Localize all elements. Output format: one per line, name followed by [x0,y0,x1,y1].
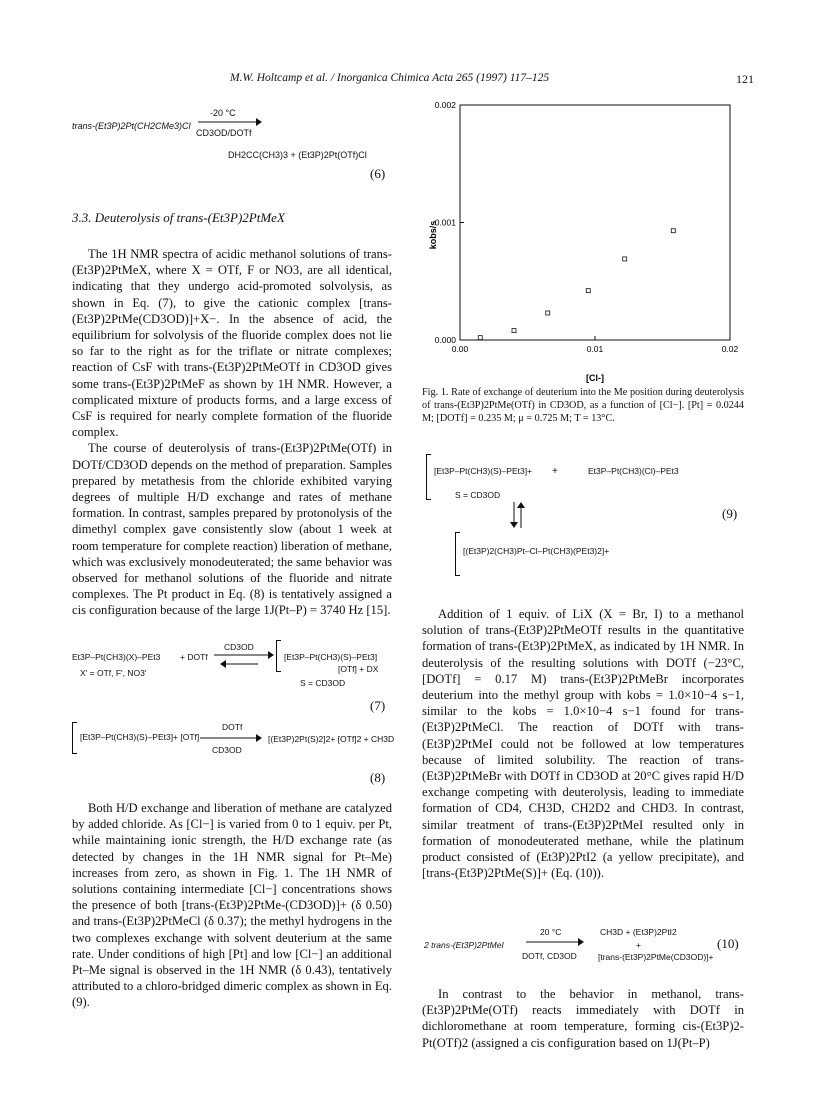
eq10-arrow [526,937,584,947]
paragraph: The course of deuterolysis of trans-(Et3P)2PtMe(OTf) in DOTf/CD3OD depends on the method of preparation. Samples prepared by metathesis from the chloride exhibited varying degrees of multiple H/D exchange and rates of methane formation. In contrast, samples prepared by protonolysis of the dimethyl complex gave consistently slow (about 1 week at room temperature for complete reaction) liberation of methane, which was exclusively monodeuterated; the same behavior was observed for methanol solutions of the fluoride and nitrate complexes. The Pt product in Eq. (8) is tentatively assigned a cis configuration because of the large 1J(Pt–P) = 3740 Hz [15]. [72,441,392,618]
data-point [623,257,627,261]
eq7-left: Et3P–Pt(CH3)(X)–PEt3 [72,652,161,662]
plot-frame [460,105,730,340]
eq7-reagent: + DOTf [180,652,208,662]
y-axis-label: kobs/s [428,220,438,250]
paragraph: In contrast to the behavior in methanol, trans-(Et3P)2PtMe(OTf) reacts immediately with DOTf in dichloromethane at room temperature, forming cis-(Et3P)2-Pt(OTf)2 (assigned a cis configuration based on 1J(Pt–P) [422,987,744,1050]
eq10-number: (10) [717,936,739,951]
eq6-solvent: CD3OD/DOTf [196,128,252,138]
eq6-temp: -20 °C [210,108,236,118]
eq6-number: (6) [370,166,386,181]
eq9-top-right: Et3P–Pt(CH3)(Cl)–PEt3 [588,466,679,476]
data-point [586,289,590,293]
bracket-left [72,722,77,754]
y-tick-label: 0.001 [434,217,456,228]
figure-caption: Fig. 1. Rate of exchange of deuterium into the Me position during deuterolysis of trans-(Et3P)2PtMe(OTf) in CD3OD, as a function of [Cl−]. [Pt] = 0.0244 M; [DOTf] = 0.235 M; μ = 0.725 M; T = 13°C. [422,387,744,424]
eq9-plus: + [552,466,558,477]
eq8-product: [(Et3P)2Pt(S)2]2+ [OTf]2 + CH3D [268,734,395,744]
paragraph: Both H/D exchange and liberation of methane are catalyzed by added chloride. As [Cl−] is varied from 0 to 1 equiv. per Pt, while maintaining ionic strength, the H/D exchange rate (as detected by changes in the 1H NMR signal for Pt–Me) increases from zero, as shown in Fig. 1. The 1H NMR of solutions containing intermediate [Cl−] concentrations shows the presence of both [trans-(Et3P)2PtMe-(CD3OD)]+ (δ 0.50) and trans-(Et3P)2PtMeCl (δ 0.37); the methyl hydrogens in the two complexes exchange with solvent deuterium at the same rate. Under conditions of high [Pt] and low [Cl−] an additional Pt–Me signal is observed in the 1H NMR (δ 0.43), tentatively attributed to a chloro-bridged dimeric complex as shown in Eq. (9). [72,801,392,1010]
data-point [546,311,550,315]
paragraph: Addition of 1 equiv. of LiX (X = Br, I) to a methanol solution of trans-(Et3P)2PtMeOTf results in the quantitative formation of trans-(Et3P)2PtMeX, as indicated by 1H NMR. In deuterolysis of the resulting solutions with DOTf (−23°C, [DOTf] = 0.17 M) trans-(Et3P)2PtMeBr incorporates deuterium into the methyl group with kobs = 1.0×10−4 s−1, similar to the kobs = 1.0×10−4 s−1 found for trans-(Et3P)2PtMeCl. The reaction of DOTf with trans-(Et3P)2PtMeI could not be followed at low temperatures because of limited solubility. The reaction of trans-(Et3P)2PtMeBr with DOTf in CD3OD at 20°C gives rapid H/D exchange competing with deuterolysis, leading to immediate formation of CD4, CH3D, CH2D2 and CHD3. In contrast, similar treatment of trans-(Et3P)2PtMeI resulted only in formation of monodeuterated methane, while the platinum product consisted of (Et3P)2PtI2 (a yellow precipitate), and [trans-(Et3P)2PtMe(S)]+ (Eq. (10)). [422,607,744,881]
eq10-reactant: 2 trans-(Et3P)2PtMeI [424,940,504,950]
eq10-solvent: DOTf, CD3OD [522,951,577,961]
eq6-arrow [198,117,262,127]
section-heading: 3.3. Deuterolysis of trans-(Et3P)2PtMeX [72,210,285,225]
eq7-number: (7) [370,698,386,713]
x-tick-label: 0.00 [451,344,469,354]
data-point [671,229,675,233]
x-axis-label: [Cl-] [586,373,604,383]
eq7-equilibrium-arrow [214,650,274,670]
eq9-equilibrium-arrow [508,500,528,530]
running-title: M.W. Holtcamp et al. / Inorganica Chimica Acta 265 (1997) 117–125 [230,72,550,84]
data-point [512,329,516,333]
eq7-x-definition: X' = OTf, F', NO3' [80,668,147,678]
right-text-block-1 [422,606,744,881]
right-text-block-2 [422,986,744,1051]
eq8-reagent: DOTf [222,722,243,732]
eq9-number: (9) [722,506,738,521]
eq10-product2: [trans-(Et3P)2PtMe(CD3OD)]+ [598,952,714,962]
eq7-anion: [OTf] + DX [338,664,379,674]
eq8-solvent: CD3OD [212,745,242,755]
bracket-left [426,454,431,500]
eq10-temp: 20 °C [540,927,562,937]
x-tick-label: 0.02 [721,344,739,354]
eq7-s-definition: S = CD3OD [300,678,346,688]
y-tick-label: 0.002 [434,100,456,110]
figure-1-chart [420,95,750,385]
left-text-block-2 [72,800,392,1011]
y-tick-label: 0.000 [434,335,456,345]
data-point [478,336,482,340]
x-tick-label: 0.01 [586,344,604,354]
bracket-left [276,640,281,672]
eq9-bottom: [(Et3P)2(CH3)Pt–Cl–Pt(CH3)(PEt3)2]+ [463,546,610,556]
eq9-top-left: [Et3P–Pt(CH3)(S)–PEt3]+ [434,466,533,476]
eq6-products: DH2CC(CH3)3 + (Et3P)2Pt(OTf)Cl [228,150,367,160]
eq10-product1: CH3D + (Et3P)2PtI2 [600,927,677,937]
eq8-arrow [200,733,262,743]
eq10-plus: + [636,940,641,950]
eq8-number: (8) [370,770,386,785]
bracket-left [455,532,460,576]
eq9-s-definition: S = CD3OD [455,490,501,500]
eq8-left: [Et3P–Pt(CH3)(S)–PEt3]+ [OTf] [80,732,200,742]
eq7-product: [Et3P–Pt(CH3)(S)–PEt3] [284,652,378,662]
eq7-solvent: CD3OD [224,642,254,652]
left-text-block-1 [72,246,392,619]
eq6-reactant: trans-(Et3P)2Pt(CH2CMe3)Cl [72,121,191,131]
page-number: 121 [736,72,754,86]
paragraph: The 1H NMR spectra of acidic methanol solutions of trans-(Et3P)2PtMeX, where X = OTf, F or NO3, are all identical, indicating that they undergo acid-promoted solvolysis, as shown in Eq. (7), to give the cationic complex [trans-(Et3P)2PtMe(CD3OD)]+X−. In the absence of acid, the equilibrium for solvolysis of the fluoride complex does not lie so far to the right as for the triflate or nitrate complexes; reaction of CsF with trans-(Et3P)2PtMeOTf in CD3OD gives some trans-(Et3P)2PtMeF as shown by 1H NMR. However, a complicated mixture of products forms, and a large excess of CsF is required for nearly complete formation of the fluoride complex. [72,247,392,440]
